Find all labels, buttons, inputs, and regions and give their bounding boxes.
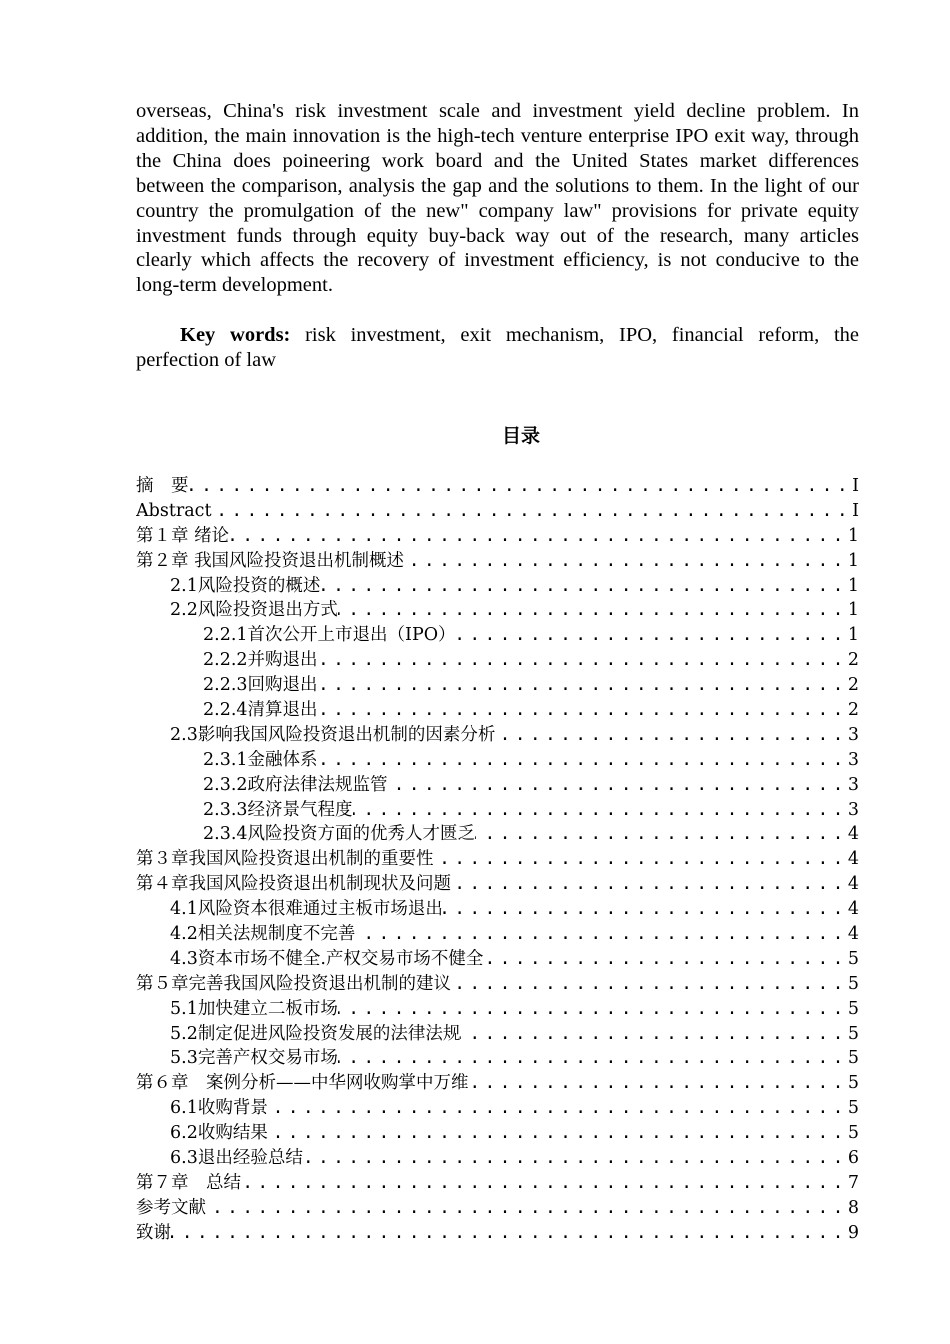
toc-entry[interactable] (136, 474, 859, 499)
toc-entry[interactable] (136, 947, 859, 972)
toc-entry-title: 致谢 (136, 1222, 171, 1243)
toc-entry-page-number: 3 (847, 799, 859, 820)
toc-entry[interactable] (136, 549, 859, 574)
toc-dot-leader (355, 922, 848, 947)
toc-entry-page-number: 5 (847, 973, 859, 994)
toc-entry[interactable] (136, 798, 859, 823)
toc-entry[interactable] (136, 922, 859, 947)
toc-entry[interactable] (136, 1171, 859, 1196)
toc-entry[interactable] (136, 1221, 859, 1246)
toc-entry-page-number: 4 (847, 924, 859, 945)
toc-dot-leader (318, 698, 848, 723)
toc-dot-leader (338, 1046, 848, 1071)
toc-entry-page-number: 7 (847, 1172, 859, 1193)
toc-entry-page-number: 1 (847, 525, 859, 546)
toc-dot-leader (495, 723, 848, 748)
toc-dot-leader (318, 648, 848, 673)
toc-entry-page-number: 1 (847, 625, 859, 646)
toc-entry[interactable] (136, 1146, 859, 1171)
toc-dot-leader (388, 773, 848, 798)
abstract-paragraph: overseas, China's risk investment scale and investment yield decline problem. In addition, the main innovation is the high-tech venture enterprise IPO exit way, through the China does poineering work board and the United States market differences between the comparison, analysis the gap and the solutions to them. In the light of our country the promulgation of the new" company law" provisions for private equity investment funds through equity buy-back way out of the research, many articles clearly which affects the recovery of investment efficiency, is not conducive to the long-term development. (136, 100, 859, 297)
toc-dot-leader (229, 524, 848, 549)
toc-entry[interactable] (136, 648, 859, 673)
toc-dot-leader (451, 972, 848, 997)
toc-entry-title: 4.2相关法规制度不完善 (170, 924, 356, 945)
toc-entry[interactable] (136, 698, 859, 723)
toc-entry-page-number: 5 (847, 1098, 859, 1119)
toc-entry-page-number: 9 (847, 1222, 859, 1243)
toc-dot-leader (483, 947, 847, 972)
keywords-text: risk investment, exit mechanism, IPO, financial reform, the perfection of law (136, 324, 859, 371)
toc-entry-page-number: 4 (847, 899, 859, 920)
toc-entry-page-number: 2 (847, 700, 859, 721)
toc-entry[interactable] (136, 997, 859, 1022)
toc-dot-leader (318, 673, 848, 698)
toc-entry-title: 4.3资本市场不健全.产权交易市场不健全 (170, 948, 484, 969)
toc-dot-leader (338, 598, 848, 623)
toc-entry[interactable] (136, 897, 859, 922)
toc-dot-leader (171, 1221, 848, 1246)
toc-dot-leader (189, 474, 853, 499)
toc-entry[interactable] (136, 847, 859, 872)
toc-entry[interactable] (136, 748, 859, 773)
toc-dot-leader (241, 1171, 848, 1196)
toc-dot-leader (268, 1121, 848, 1146)
toc-dot-leader (475, 822, 848, 847)
toc-entry-title: 第３章我国风险投资退出机制的重要性 (136, 849, 434, 870)
toc-entry-page-number: 3 (847, 749, 859, 770)
toc-entry[interactable] (136, 673, 859, 698)
toc-entry-page-number: 5 (847, 948, 859, 969)
toc-entry-page-number: 1 (847, 575, 859, 596)
toc-entry-page-number: 4 (847, 849, 859, 870)
toc-dot-leader (443, 897, 848, 922)
toc-entry-page-number: 4 (847, 874, 859, 895)
toc-entry[interactable] (136, 773, 859, 798)
toc-dot-leader (318, 748, 848, 773)
toc-entry-title: 第１章 绪论 (136, 525, 230, 546)
toc-entry-page-number: 4 (847, 824, 859, 845)
toc-entry-page-number: I (852, 476, 859, 496)
toc-entry[interactable] (136, 723, 859, 748)
toc-dot-leader (212, 499, 853, 524)
toc-entry-title: 参考文献 (136, 1197, 206, 1218)
toc-entry-page-number: 8 (847, 1197, 859, 1218)
toc-entry-page-number: 5 (847, 1073, 859, 1094)
toc-entry-title: 6.2收购结果 (170, 1123, 268, 1144)
toc-entry[interactable] (136, 1196, 859, 1221)
toc-entry[interactable] (136, 872, 859, 897)
toc-dot-leader (434, 847, 848, 872)
toc-entry-title: 6.3退出经验总结 (170, 1148, 303, 1169)
toc-entry-title: 6.1收购背景 (170, 1098, 268, 1119)
toc-entry-title: 2.3影响我国风险投资退出机制的因素分析 (170, 724, 496, 745)
toc-entry-page-number: 3 (847, 724, 859, 745)
toc-entry-page-number: 1 (847, 600, 859, 621)
toc-dot-leader (206, 1196, 848, 1221)
toc-entry-page-number: 6 (847, 1148, 859, 1169)
toc-entry-page-number: 3 (847, 774, 859, 795)
toc-entry[interactable] (136, 574, 859, 599)
toc-entry-title: 5.1加快建立二板市场 (170, 998, 338, 1019)
toc-entry-title: 2.3.1金融体系 (203, 749, 318, 770)
toc-entry-title: 2.3.4风险投资方面的优秀人才匮乏 (203, 824, 476, 845)
toc-entry-title: 第２章 我国风险投资退出机制概述 (136, 550, 405, 571)
keywords-label: Key words: (180, 324, 291, 346)
toc-entry-page-number: 5 (847, 998, 859, 1019)
toc-entry[interactable] (136, 1022, 859, 1047)
toc-entry[interactable] (136, 1071, 859, 1096)
toc-entry[interactable] (136, 1121, 859, 1146)
toc-entry-title: 5.2制定促进风险投资发展的法律法规 (170, 1023, 461, 1044)
toc-entry-title: 2.1风险投资的概述 (170, 575, 321, 596)
toc-entry-title: 2.2风险投资退出方式 (170, 600, 338, 621)
toc-entry-page-number: 5 (847, 1023, 859, 1044)
toc-dot-leader (451, 872, 848, 897)
toc-entry-title: 2.2.3回购退出 (203, 675, 318, 696)
toc-entry-page-number: 2 (847, 650, 859, 671)
toc-entry[interactable] (136, 524, 859, 549)
toc-dot-leader (303, 1146, 848, 1171)
toc-dot-leader (456, 623, 848, 648)
toc-entry-title: 5.3完善产权交易市场 (170, 1048, 338, 1069)
toc-entry[interactable] (136, 623, 859, 648)
toc-entry-title: 4.1风险资本很难通过主板市场退出 (170, 899, 443, 920)
toc-dot-leader (460, 1022, 848, 1047)
abstract-section (136, 99, 859, 298)
keywords-paragraph (136, 323, 859, 373)
toc-entry-page-number: I (852, 500, 859, 521)
toc-entry-title: 2.2.2并购退出 (203, 650, 318, 671)
toc-entry-page-number: 1 (847, 550, 859, 571)
toc-entry-title: 2.3.3经济景气程度 (203, 799, 353, 820)
toc-entry[interactable] (136, 972, 859, 997)
toc-dot-leader (469, 1071, 848, 1096)
toc-dot-leader (338, 997, 848, 1022)
table-of-contents (136, 474, 859, 1246)
toc-dot-leader (353, 798, 848, 823)
toc-dot-leader (404, 549, 848, 574)
toc-title: 目录 (501, 425, 540, 447)
toc-entry[interactable] (136, 1096, 859, 1121)
toc-entry-page-number: 5 (847, 1048, 859, 1069)
toc-entry-title: Abstract (136, 500, 212, 521)
toc-entry-title: 第５章完善我国风险投资退出机制的建议 (136, 973, 451, 994)
toc-entry-title: 第７章 总结 (136, 1172, 241, 1193)
toc-entry[interactable] (136, 598, 859, 623)
toc-entry-title: 2.2.4清算退出 (203, 700, 318, 721)
toc-entry-page-number: 5 (847, 1123, 859, 1144)
toc-entry-title: 摘 要 (136, 476, 189, 496)
toc-entry[interactable] (136, 499, 859, 524)
toc-entry-title: 2.3.2政府法律法规监管 (203, 774, 388, 795)
toc-dot-leader (320, 574, 848, 599)
toc-entry[interactable] (136, 1046, 859, 1071)
toc-entry-title: 第６章 案例分析——中华网收购掌中万维 (136, 1073, 469, 1094)
toc-entry-title: 第４章我国风险投资退出机制现状及问题 (136, 874, 451, 895)
toc-entry-title: 2.2.1首次公开上市退出（IPO） (203, 625, 456, 646)
toc-dot-leader (268, 1096, 848, 1121)
toc-entry[interactable] (136, 822, 859, 847)
toc-entry-page-number: 2 (847, 675, 859, 696)
